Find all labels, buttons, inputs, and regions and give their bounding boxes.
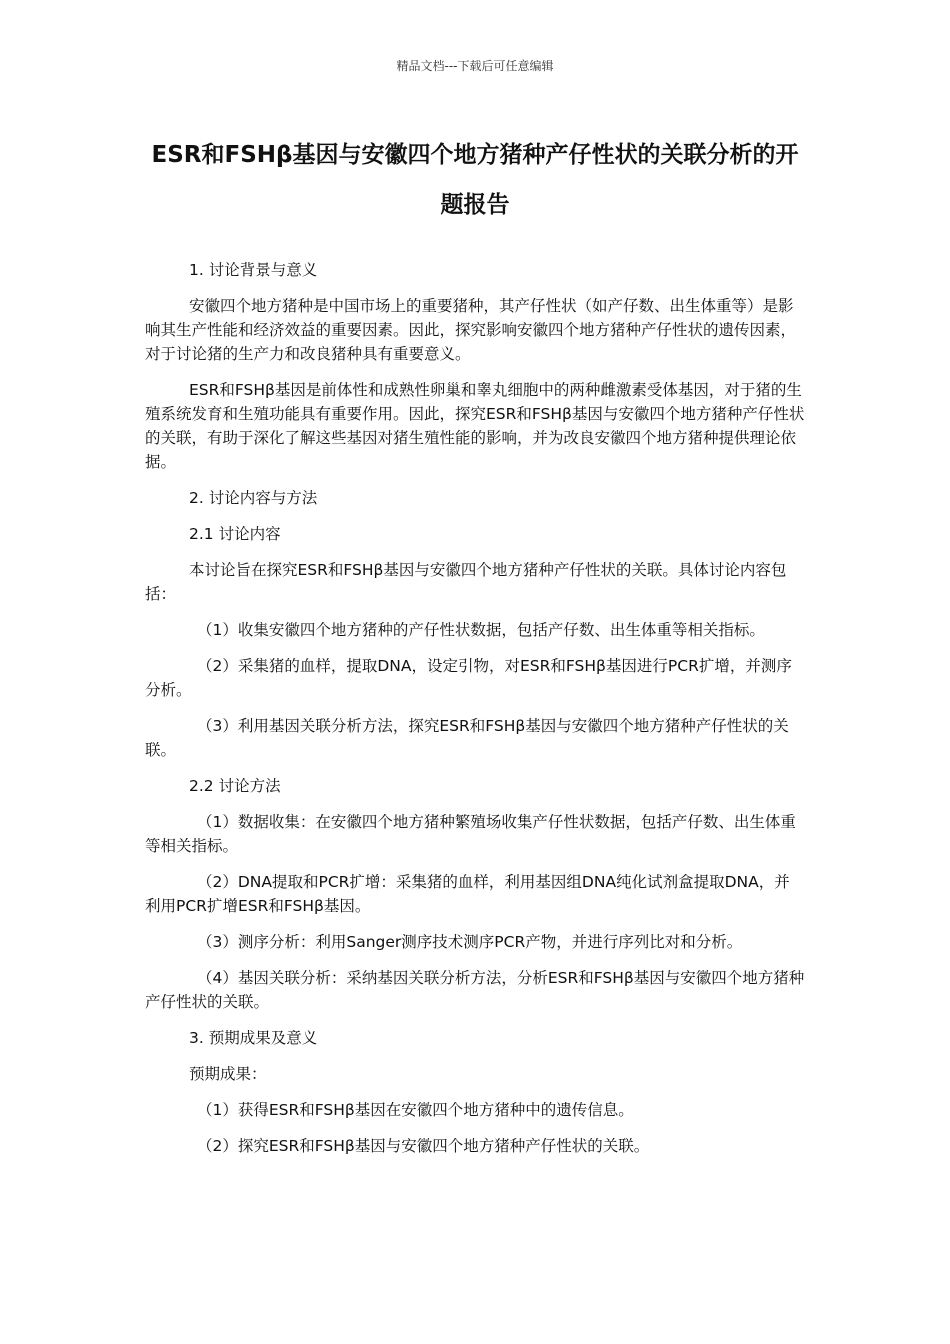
paragraph: 本讨论旨在探究ESR和FSHβ基因与安徽四个地方猪种产仔性状的关联。具体讨论内容包括： — [145, 561, 787, 603]
section-heading-2: 2. 讨论内容与方法 — [189, 489, 318, 507]
list-item: （2）DNA提取和PCR扩增：采集猪的血样，利用基因组DNA纯化试剂盒提取DNA，并利用PCR扩增ESR和FSHβ基因。 — [145, 873, 790, 915]
list-item: （4）基因关联分析：采纳基因关联分析方法，分析ESR和FSHβ基因与安徽四个地方猪种产仔性状的关联。 — [145, 969, 805, 1011]
list-item: （1）收集安徽四个地方猪种的产仔性状数据，包括产仔数、出生体重等相关指标。 — [197, 621, 765, 639]
subsection-heading: 2.2 讨论方法 — [189, 777, 281, 795]
section-heading-3: 3. 预期成果及意义 — [189, 1029, 318, 1047]
list-item: （3）利用基因关联分析方法，探究ESR和FSHβ基因与安徽四个地方猪种产仔性状的关联。 — [145, 717, 789, 759]
paragraph: 预期成果： — [189, 1065, 267, 1083]
list-item: （3）测序分析：利用Sanger测序技术测序PCR产物，并进行序列比对和分析。 — [197, 933, 743, 951]
list-item: （1）获得ESR和FSHβ基因在安徽四个地方猪种中的遗传信息。 — [197, 1101, 634, 1119]
paragraph: 安徽四个地方猪种是中国市场上的重要猪种，其产仔性状（如产仔数、出生体重等）是影响其生产性能和经济效益的重要因素。因此，探究影响安徽四个地方猪种产仔性状的遗传因素，对于讨论猪的生产力和改良猪种具有重要意义。 — [145, 297, 797, 363]
list-item: （2）采集猪的血样，提取DNA，设定引物，对ESR和FSHβ基因进行PCR扩增，并测序分析。 — [145, 657, 792, 699]
document-body — [145, 258, 805, 1170]
list-item: （2）探究ESR和FSHβ基因与安徽四个地方猪种产仔性状的关联。 — [197, 1137, 650, 1155]
section-heading-1: 1. 讨论背景与意义 — [189, 261, 318, 279]
header-note: 精品文档---下载后可任意编辑 — [396, 59, 554, 73]
subsection-heading: 2.1 讨论内容 — [189, 525, 281, 543]
document-title: ESR和FSHβ基因与安徽四个地方猪种产仔性状的关联分析的开题报告 — [151, 142, 799, 218]
paragraph: ESR和FSHβ基因是前体性和成熟性卵巢和睾丸细胞中的两种雌激素受体基因，对于猪的生殖系统发育和生殖功能具有重要作用。因此，探究ESR和FSHβ基因与安徽四个地方猪种产仔性状的关联，有助于深化了解这些基因对猪生殖性能的影响，并为改良安徽四个地方猪种提供理论依据。 — [145, 381, 805, 471]
list-item: （1）数据收集：在安徽四个地方猪种繁殖场收集产仔性状数据，包括产仔数、出生体重等相关指标。 — [145, 813, 796, 855]
